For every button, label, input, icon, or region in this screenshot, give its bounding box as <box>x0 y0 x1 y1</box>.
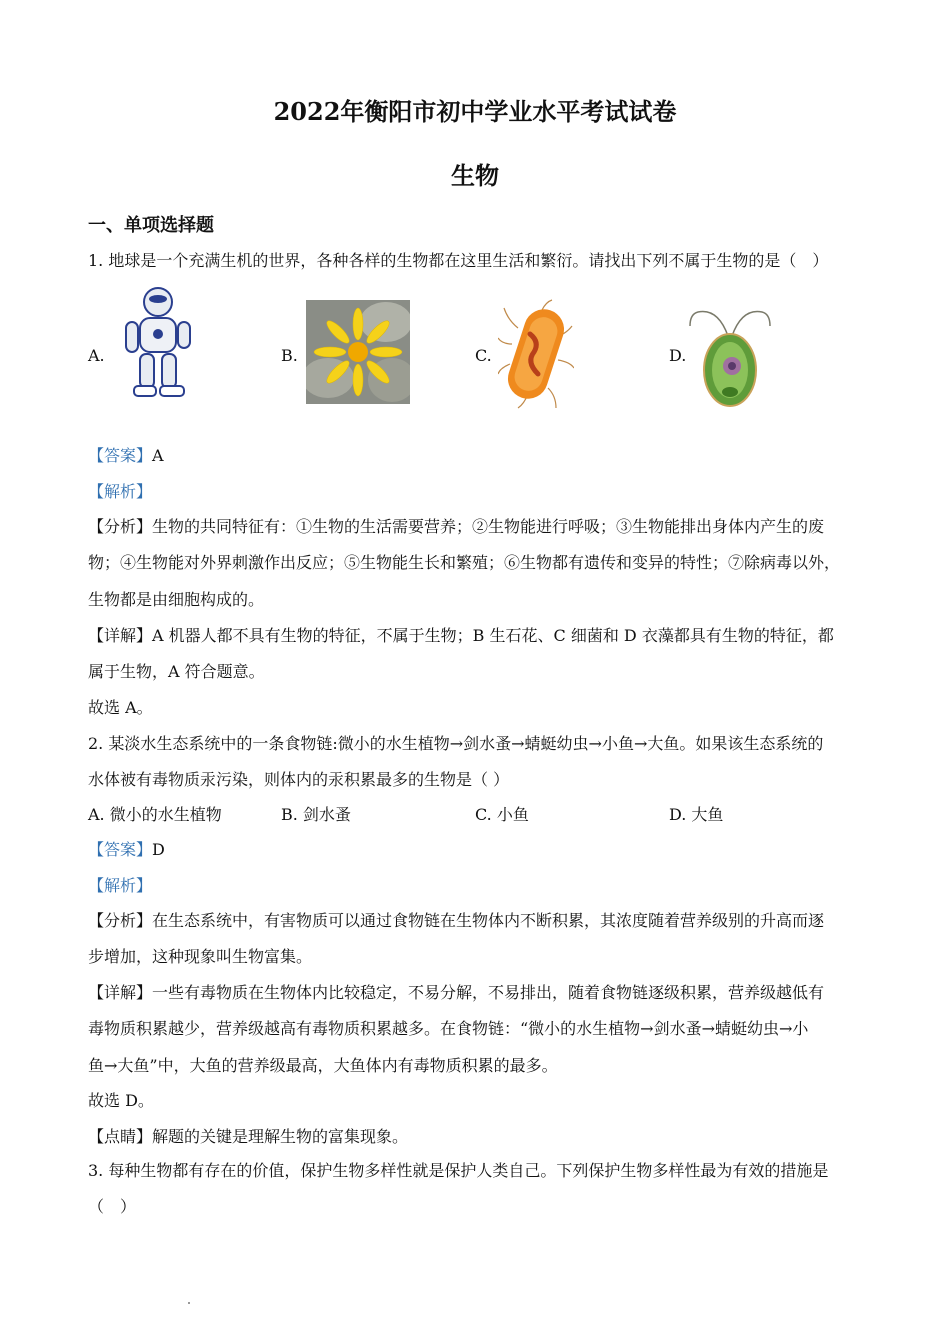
xiangjie-tag: 【详解】 <box>88 983 153 1002</box>
dianjing-text: 解题的关键是理解生物的富集现象。 <box>152 1127 409 1146</box>
q1-conclusion: 故选 A。 <box>88 698 153 717</box>
subject-title: 生物 <box>451 161 499 190</box>
bacterium-icon <box>498 298 574 412</box>
fenxi-text: 生物的共同特征有：①生物的生活需要营养；②生物能进行呼吸；③生物能排出身体内产生的废 <box>152 517 825 536</box>
q1-fenxi-line-2: 物；④生物能对外界刺激作出反应；⑤生物能生长和繁殖；⑥生物都有遗传和变异的特性；⑦除病毒以外， <box>88 553 841 572</box>
q1-option-a-label: A. <box>88 346 105 365</box>
q1-xiangjie-line-2: 属于生物，A 符合题意。 <box>88 662 265 681</box>
robot-icon <box>110 282 198 404</box>
fenxi-text: 在生态系统中，有害物质可以通过食物链在生物体内不断积累，其浓度随着营养级别的升高而逐 <box>152 911 825 930</box>
q2-xiangjie-line-3: 鱼→大鱼”中，大鱼的营养级最高，大鱼体内有毒物质积累的最多。 <box>88 1056 558 1075</box>
q2-choice-b: B. 剑水蚤 <box>281 805 351 824</box>
q1-fenxi-line-3: 生物都是由细胞构成的。 <box>88 590 265 609</box>
q2-choice-a: A. 微小的水生植物 <box>88 805 222 824</box>
q1-stem: 1. 地球是一个充满生机的世界，各种各样的生物都在这里生活和繁衍。请找出下列不属于生物的是（ ） <box>88 251 829 270</box>
q1-xiangjie-line-1 <box>88 623 834 646</box>
answer-tag: 【答案】 <box>88 840 153 859</box>
q2-answer <box>88 837 165 860</box>
q1-fenxi-line-1 <box>88 514 824 537</box>
q2-xiangjie-line-1 <box>88 980 824 1003</box>
q2-fenxi-line-2: 步增加，这种现象叫生物富集。 <box>88 947 313 966</box>
q2-jiexi-tag: 【解析】 <box>88 876 153 895</box>
answer-tag: 【答案】 <box>88 446 153 465</box>
answer-value: D <box>152 840 165 859</box>
q1-jiexi-tag: 【解析】 <box>88 482 153 501</box>
fenxi-tag: 【分析】 <box>88 911 153 930</box>
page-title: 2022年衡阳市初中学业水平考试试卷 <box>273 97 677 126</box>
section-heading: 一、单项选择题 <box>88 215 214 236</box>
q2-choice-d: D. 大鱼 <box>669 805 724 824</box>
q1-answer <box>88 443 164 466</box>
flower-icon <box>306 300 410 404</box>
q1-option-b-label: B. <box>281 346 298 365</box>
q2-xiangjie-line-2: 毒物质积累越少，营养级越高有毒物质积累越多。在食物链：“微小的水生植物→剑水蚤→蜻蜓幼虫→小 <box>88 1019 809 1038</box>
q2-dianjing <box>88 1124 408 1147</box>
q3-stem-line-2: （ ） <box>88 1197 137 1216</box>
xiangjie-text: A 机器人都不具有生物的特征，不属于生物；B 生石花、C 细菌和 D 衣藻都具有生物的特征，都 <box>152 626 834 645</box>
q2-stem-line-1: 2. 某淡水生态系统中的一条食物链:微小的水生植物→剑水蚤→蜻蜓幼虫→小鱼→大鱼。如果该生态系统的 <box>88 734 824 753</box>
chlamydomonas-icon <box>688 300 772 412</box>
fenxi-tag: 【分析】 <box>88 517 153 536</box>
q1-option-c-label: C. <box>475 346 492 365</box>
xiangjie-tag: 【详解】 <box>88 626 153 645</box>
answer-value: A <box>152 446 164 465</box>
q3-stem-line-1: 3. 每种生物都有存在的价值，保护生物多样性就是保护人类自己。下列保护生物多样性最为有效的措施是 <box>88 1161 829 1180</box>
q2-fenxi-line-1 <box>88 908 824 931</box>
q2-stem-line-2: 水体被有毒物质汞污染，则体内的汞积累最多的生物是（ ） <box>88 770 510 789</box>
page-speck <box>188 1302 190 1304</box>
dianjing-tag: 【点睛】 <box>88 1127 153 1146</box>
q1-option-d-label: D. <box>669 346 687 365</box>
q2-choice-c: C. 小鱼 <box>475 805 529 824</box>
q2-conclusion: 故选 D。 <box>88 1091 154 1110</box>
xiangjie-text: 一些有毒物质在生物体内比较稳定，不易分解，不易排出，随着食物链逐级积累，营养级越低有 <box>152 983 825 1002</box>
